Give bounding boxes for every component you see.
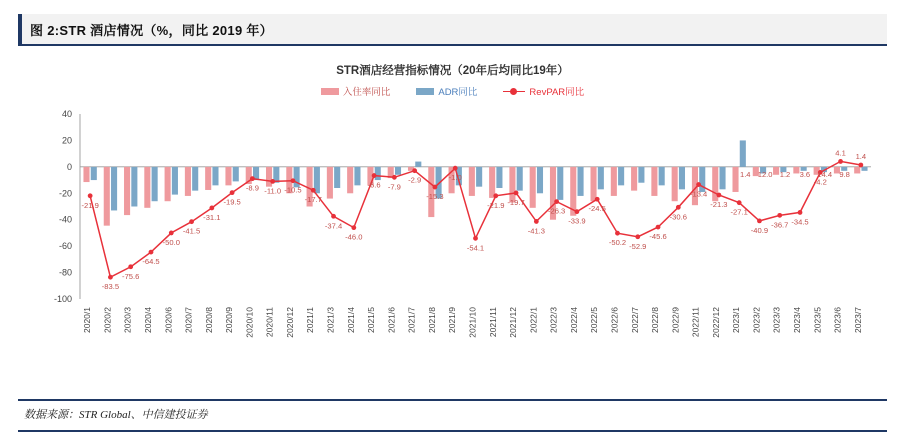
svg-text:2023/3: 2023/3	[771, 307, 782, 333]
figure-caption	[18, 14, 887, 44]
svg-text:-10.5: -10.5	[284, 185, 302, 195]
svg-text:2022/7: 2022/7	[629, 307, 640, 333]
svg-text:-41.3: -41.3	[527, 226, 546, 236]
svg-text:-75.6: -75.6	[122, 271, 140, 281]
chart-source: 数据来源：STR Global、中信建投证券	[24, 409, 208, 421]
svg-text:2020/9: 2020/9	[224, 307, 235, 333]
svg-text:12.0: 12.0	[757, 169, 773, 179]
legend-swatch-adr	[416, 88, 434, 95]
svg-text:2023/2: 2023/2	[751, 307, 762, 333]
svg-text:2022/3: 2022/3	[548, 307, 559, 333]
svg-text:-15.3: -15.3	[426, 192, 444, 202]
svg-text:2021/11: 2021/11	[487, 307, 498, 338]
svg-text:-7.9: -7.9	[387, 182, 401, 192]
svg-text:-36.7: -36.7	[771, 220, 789, 230]
svg-text:-33.9: -33.9	[568, 216, 586, 226]
svg-text:0: 0	[66, 161, 72, 172]
legend-item-revpar	[503, 84, 584, 98]
svg-text:2022/8: 2022/8	[650, 307, 661, 333]
svg-text:2023/7: 2023/7	[852, 307, 863, 333]
svg-text:2022/5: 2022/5	[589, 307, 600, 333]
svg-text:-64.5: -64.5	[142, 257, 160, 267]
svg-text:2023/1: 2023/1	[731, 307, 742, 333]
figure-caption-text: 图 2:STR 酒店情况（%，同比 2019 年）	[30, 22, 273, 38]
legend-label-adr: ADR同比	[438, 87, 478, 98]
svg-text:1.4: 1.4	[739, 169, 751, 179]
svg-text:9.8: 9.8	[839, 169, 850, 179]
svg-text:2020/4: 2020/4	[142, 307, 153, 333]
svg-text:2021/4: 2021/4	[345, 307, 356, 333]
svg-text:2022/12: 2022/12	[710, 307, 721, 338]
svg-text:-11.0: -11.0	[264, 186, 282, 196]
svg-text:2020/7: 2020/7	[183, 307, 194, 333]
svg-text:4.1: 4.1	[835, 148, 846, 158]
svg-text:2020/1: 2020/1	[82, 307, 93, 333]
svg-text:-31.1: -31.1	[203, 212, 221, 222]
svg-text:-50.2: -50.2	[608, 238, 627, 248]
svg-text:-19.5: -19.5	[223, 197, 241, 207]
svg-text:2021/5: 2021/5	[366, 307, 377, 333]
svg-text:-2.9: -2.9	[408, 175, 422, 185]
svg-text:-27.1: -27.1	[730, 207, 748, 217]
svg-text:2021/9: 2021/9	[447, 307, 458, 333]
svg-text:-4.2: -4.2	[813, 177, 827, 187]
svg-text:-21.3: -21.3	[710, 200, 728, 210]
svg-text:2021/12: 2021/12	[508, 306, 519, 338]
svg-text:-6.6: -6.6	[367, 180, 381, 190]
legend-label-revpar: RevPAR同比	[529, 87, 585, 98]
chart-plot-area	[18, 106, 887, 391]
svg-text:-50.0: -50.0	[162, 237, 180, 247]
svg-text:-20: -20	[58, 188, 72, 199]
chart-title: STR酒店经营指标情况（20年后均同比19年）	[336, 65, 569, 77]
svg-text:2023/6: 2023/6	[832, 307, 843, 333]
svg-text:-45.6: -45.6	[649, 232, 667, 242]
svg-text:2022/1: 2022/1	[528, 307, 539, 333]
svg-text:-19.7: -19.7	[507, 197, 525, 207]
svg-text:2020/12: 2020/12	[284, 307, 295, 338]
chart-legend	[18, 84, 887, 98]
svg-text:-1.0: -1.0	[448, 173, 462, 183]
svg-text:14.4: 14.4	[817, 169, 833, 179]
svg-text:3.6: 3.6	[799, 169, 811, 179]
svg-text:2021/7: 2021/7	[406, 307, 417, 333]
svg-text:-17.7: -17.7	[304, 195, 322, 205]
svg-text:-100: -100	[53, 294, 72, 304]
svg-text:2021/10: 2021/10	[467, 307, 478, 338]
svg-text:2023/4: 2023/4	[792, 307, 803, 333]
svg-text:2023/5: 2023/5	[812, 307, 823, 333]
svg-text:-13.4: -13.4	[689, 189, 708, 199]
svg-text:-24.5: -24.5	[588, 204, 606, 214]
svg-text:-40: -40	[58, 214, 72, 225]
legend-label-occupancy: 入住率同比	[342, 87, 391, 98]
legend-item-occupancy	[321, 84, 391, 98]
legend-swatch-occupancy	[321, 88, 339, 95]
footer-divider-top	[18, 399, 887, 401]
svg-text:-60: -60	[58, 241, 72, 252]
svg-text:-26.3: -26.3	[547, 206, 566, 216]
svg-text:-41.5: -41.5	[182, 226, 201, 236]
svg-text:1.2: 1.2	[779, 169, 791, 179]
svg-text:-34.5: -34.5	[791, 217, 809, 227]
svg-text:2021/6: 2021/6	[386, 307, 397, 333]
svg-text:2021/8: 2021/8	[426, 307, 437, 333]
svg-text:-21.9: -21.9	[487, 200, 505, 210]
svg-text:-8.9: -8.9	[245, 183, 259, 193]
svg-text:2022/9: 2022/9	[670, 307, 681, 333]
svg-text:2021/3: 2021/3	[325, 307, 336, 333]
svg-text:1.4: 1.4	[855, 152, 867, 162]
svg-text:-30.6: -30.6	[669, 212, 687, 222]
svg-text:2020/3: 2020/3	[122, 307, 133, 333]
chart-container	[18, 46, 887, 391]
svg-text:2022/6: 2022/6	[609, 307, 620, 333]
legend-item-adr	[416, 84, 477, 98]
svg-text:2022/4: 2022/4	[568, 307, 579, 333]
svg-text:2020/10: 2020/10	[244, 307, 255, 338]
svg-text:-37.4: -37.4	[324, 221, 343, 231]
footer-divider-bottom	[18, 430, 887, 432]
chart-svg	[18, 106, 887, 391]
svg-text:-54.1: -54.1	[466, 243, 485, 253]
svg-text:2020/6: 2020/6	[163, 307, 174, 333]
svg-text:20: 20	[61, 135, 72, 146]
svg-text:2021/1: 2021/1	[305, 307, 316, 333]
svg-text:40: 40	[61, 109, 72, 119]
svg-text:2020/11: 2020/11	[264, 307, 275, 338]
svg-text:-80: -80	[58, 267, 72, 278]
svg-text:2022/11: 2022/11	[690, 307, 701, 338]
svg-text:-83.5: -83.5	[101, 282, 120, 292]
svg-text:2020/2: 2020/2	[102, 307, 113, 333]
svg-text:-46.0: -46.0	[345, 232, 363, 242]
svg-text:-21.9: -21.9	[81, 200, 99, 210]
svg-text:2020/8: 2020/8	[203, 307, 214, 333]
svg-text:-52.9: -52.9	[629, 241, 647, 251]
legend-swatch-revpar	[503, 87, 525, 96]
svg-text:-40.9: -40.9	[750, 225, 769, 235]
